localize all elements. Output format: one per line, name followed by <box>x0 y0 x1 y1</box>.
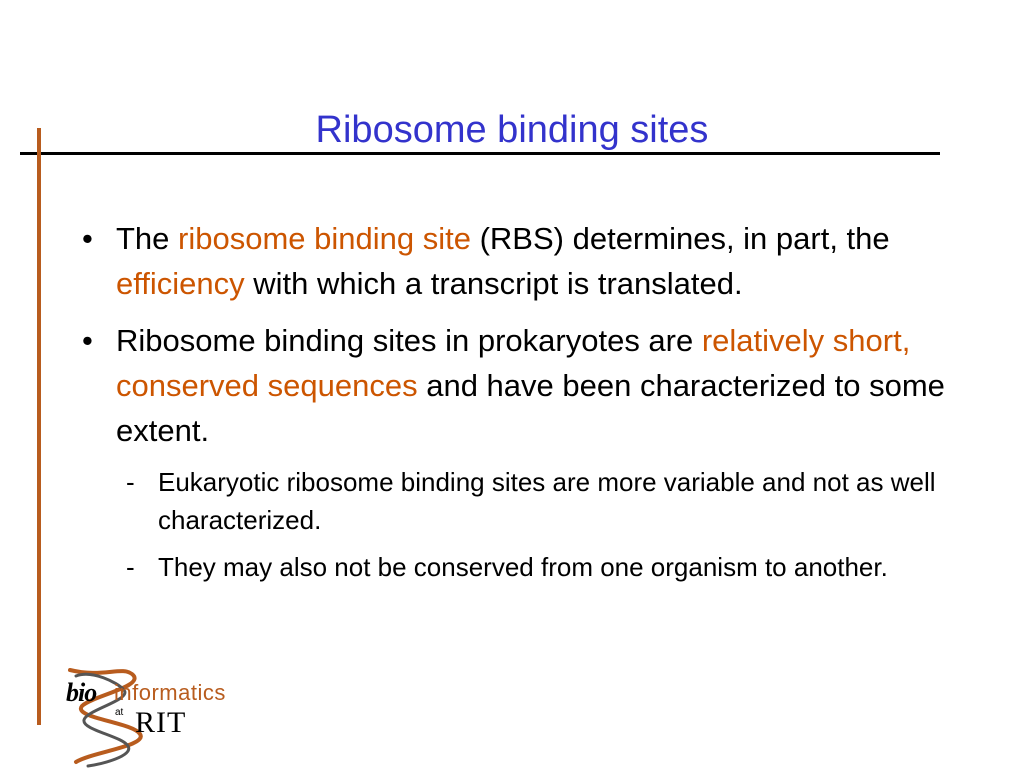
sub-bullet-item-conservation <box>116 548 968 586</box>
logo-rit-text: RIT <box>135 706 187 739</box>
sub-bullet-text: Eukaryotic ribosome binding sites are more variable and not as well characterized. <box>158 467 936 535</box>
left-accent-rule <box>37 128 41 725</box>
bullet-text: The <box>116 221 179 256</box>
bioinformatics-rit-logo <box>62 660 277 768</box>
title-underline <box>20 152 940 155</box>
bullet-list <box>78 216 968 595</box>
bullet-marker: • <box>82 323 93 358</box>
highlight-term: efficiency <box>116 266 245 301</box>
highlight-term: ribosome binding site <box>178 221 471 256</box>
logo-informatics-text: informatics <box>114 680 226 705</box>
highlight-term: relatively short, conserved sequences <box>116 323 911 403</box>
sub-bullet-marker: - <box>126 552 135 582</box>
sub-bullet-item-eukaryotic <box>116 463 968 539</box>
slide-title: Ribosome binding sites <box>315 109 709 151</box>
sub-bullet-list <box>116 463 968 586</box>
logo-bio-text: bio <box>66 678 97 707</box>
bullet-marker: • <box>82 221 93 256</box>
logo-at-text: at <box>115 707 124 718</box>
sub-bullet-text: They may also not be conserved from one organism to another. <box>158 552 888 582</box>
sub-bullet-marker: - <box>126 467 135 497</box>
bullet-text: Ribosome binding sites in prokaryotes are <box>116 323 702 358</box>
bullet-text: with which a transcript is translated. <box>244 266 743 301</box>
bullet-text: and have been characterized to some extent. <box>116 368 945 448</box>
bullet-text: (RBS) determines, in part, the <box>470 221 890 256</box>
bullet-item-rbs <box>78 216 968 306</box>
bullet-item-prokaryotes <box>78 318 968 453</box>
